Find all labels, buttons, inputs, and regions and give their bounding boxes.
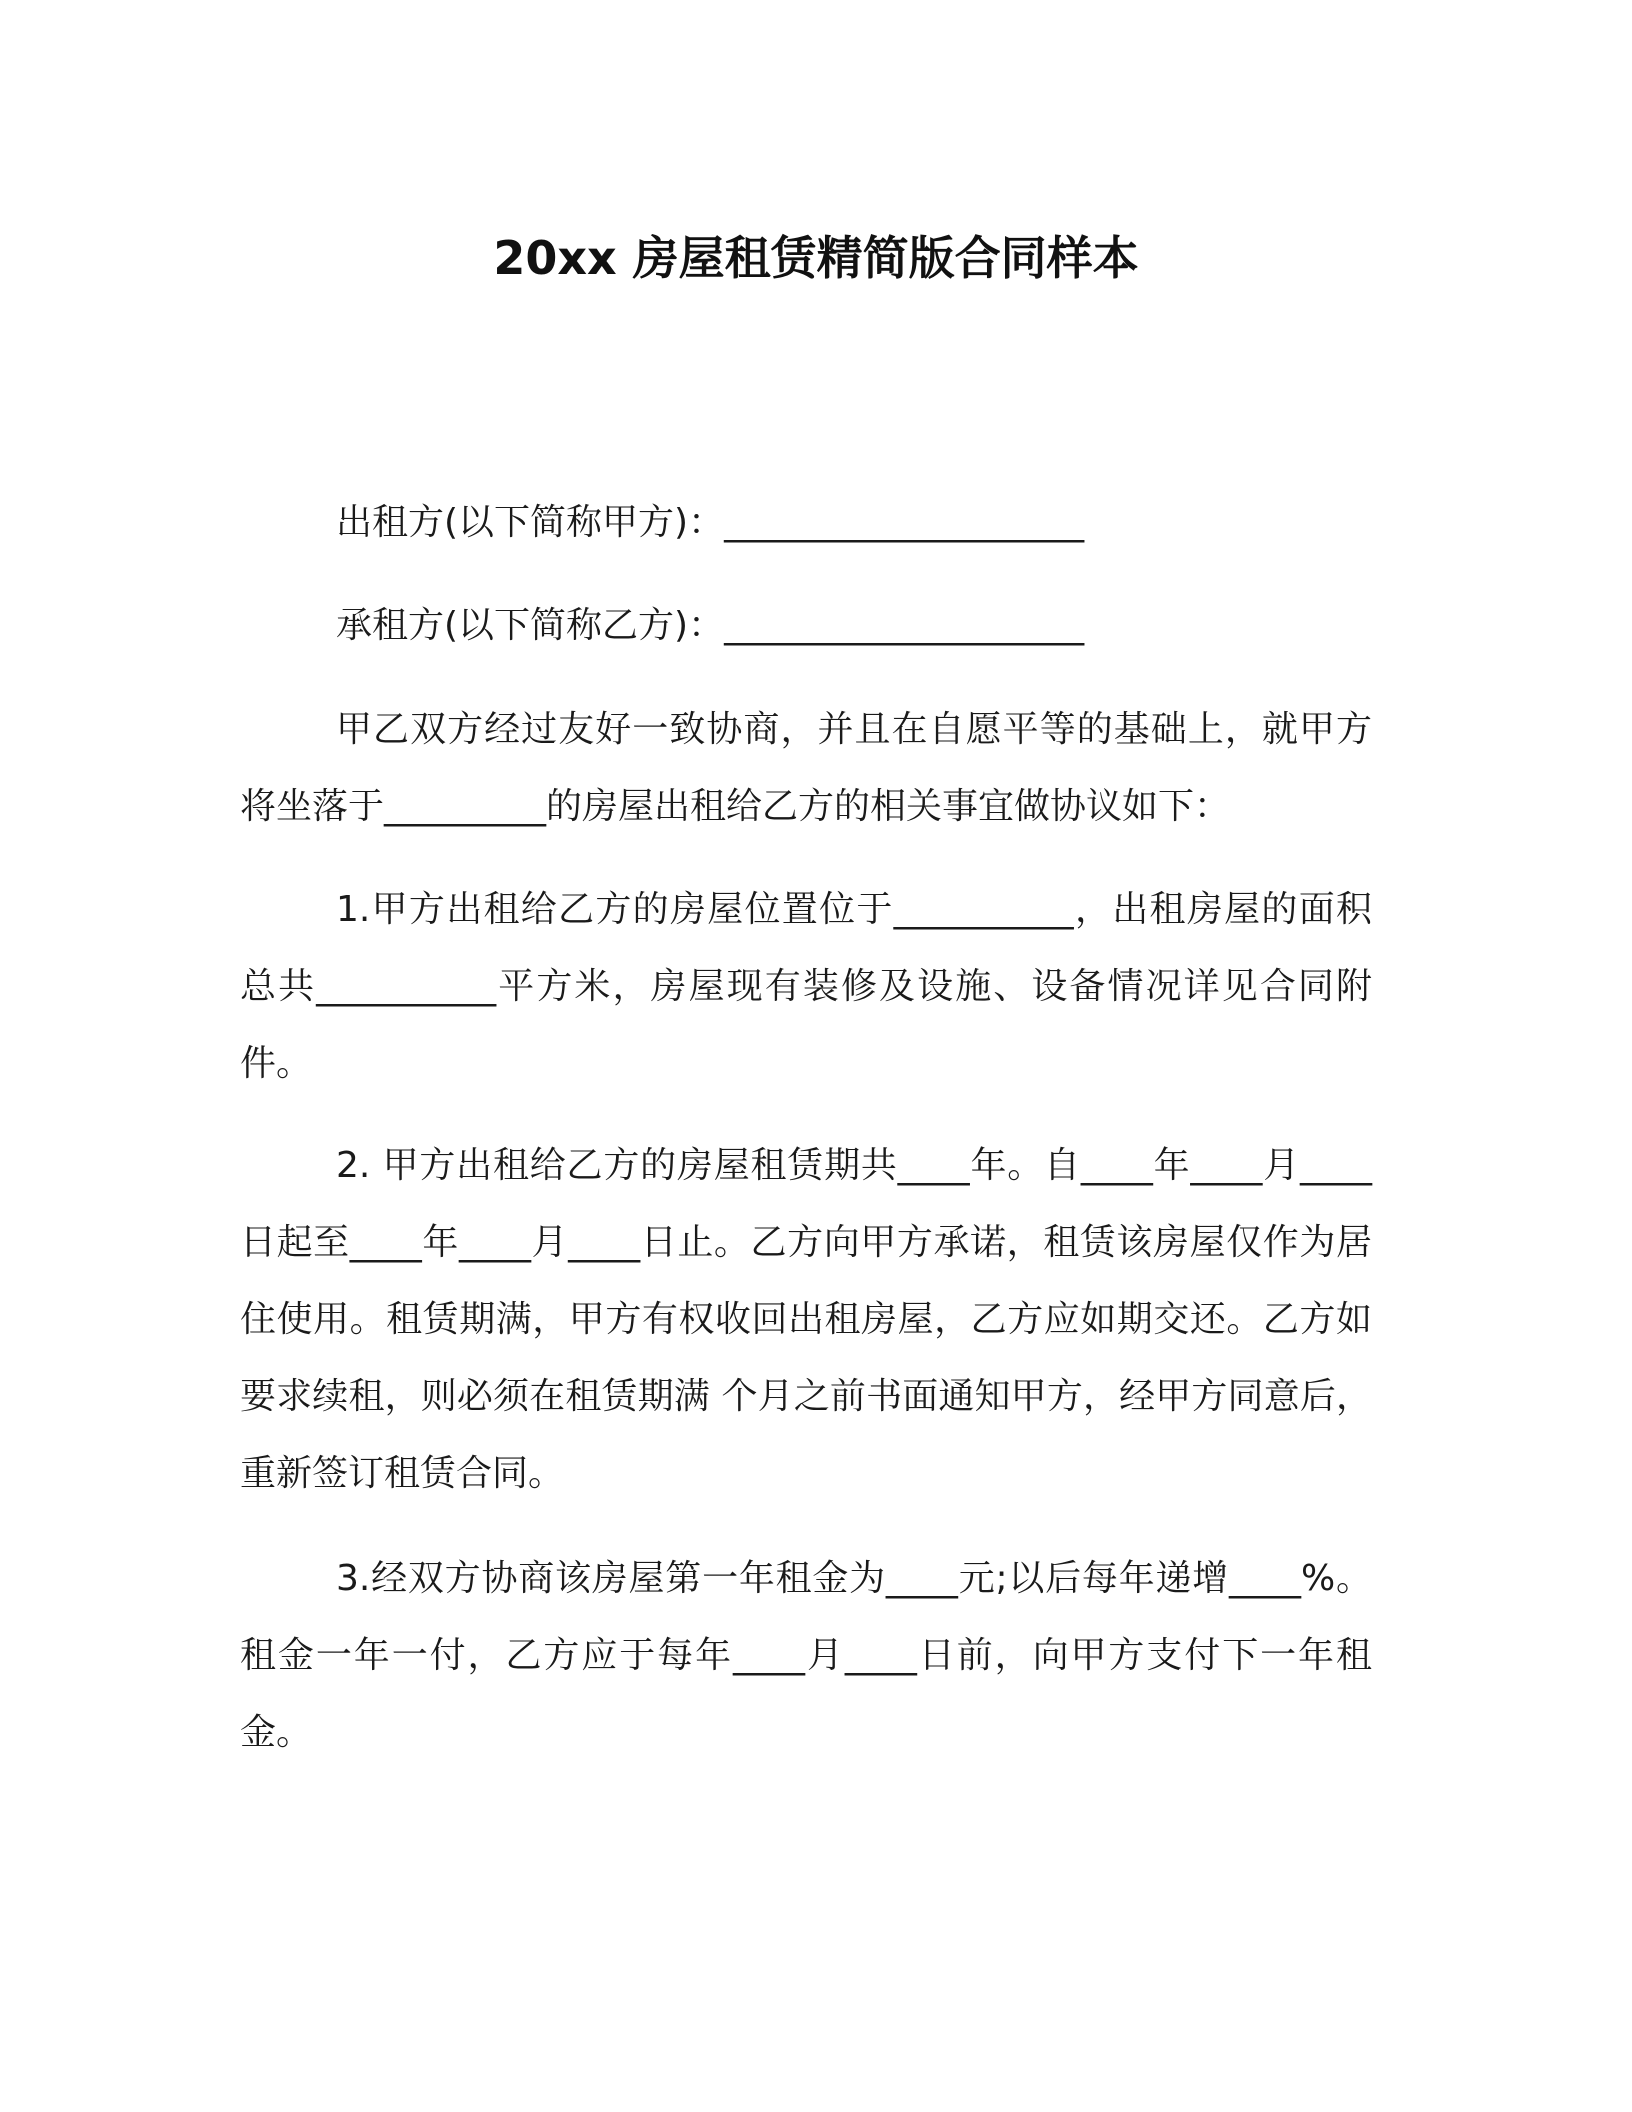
lessee-line: 承租方(以下简称乙方)：____________________ bbox=[336, 605, 1085, 646]
clause-1-paragraph: 1.甲方出租给乙方的房屋位置位于__________，出租房屋的面积总共__________平方米，房屋现有装修及设施、设备情况详见合同附件。 bbox=[240, 889, 1372, 1084]
clause-2-block bbox=[240, 1127, 1372, 1512]
intro-paragraph: 甲乙双方经过友好一致协商，并且在自愿平等的基础上，就甲方将坐落于_________的房屋出租给乙方的相关事宜做协议如下： bbox=[240, 709, 1372, 827]
clause-2-paragraph: 2. 甲方出租给乙方的房屋租赁期共____年。自____年____月____日起至____年____月____日止。乙方向甲方承诺，租赁该房屋仅作为居住使用。租赁期满，甲方有权收回出租房屋，乙方应如期交还。乙方如要求续租，则必须在租赁期满 个月之前书面通知甲方，经甲方同意后，重新签订租赁合同。 bbox=[240, 1145, 1372, 1494]
clause-1-block bbox=[240, 871, 1372, 1102]
clause-3-paragraph: 3.经双方协商该房屋第一年租金为____元;以后每年递增____%。租金一年一付，乙方应于每年____月____日前，向甲方支付下一年租金。 bbox=[240, 1558, 1372, 1753]
intro-paragraph-block bbox=[240, 691, 1372, 845]
clause-3-block bbox=[240, 1540, 1372, 1771]
lessor-line: 出租方(以下简称甲方)：____________________ bbox=[336, 502, 1085, 543]
document-title: 20xx 房屋租赁精简版合同样本 bbox=[493, 231, 1139, 285]
